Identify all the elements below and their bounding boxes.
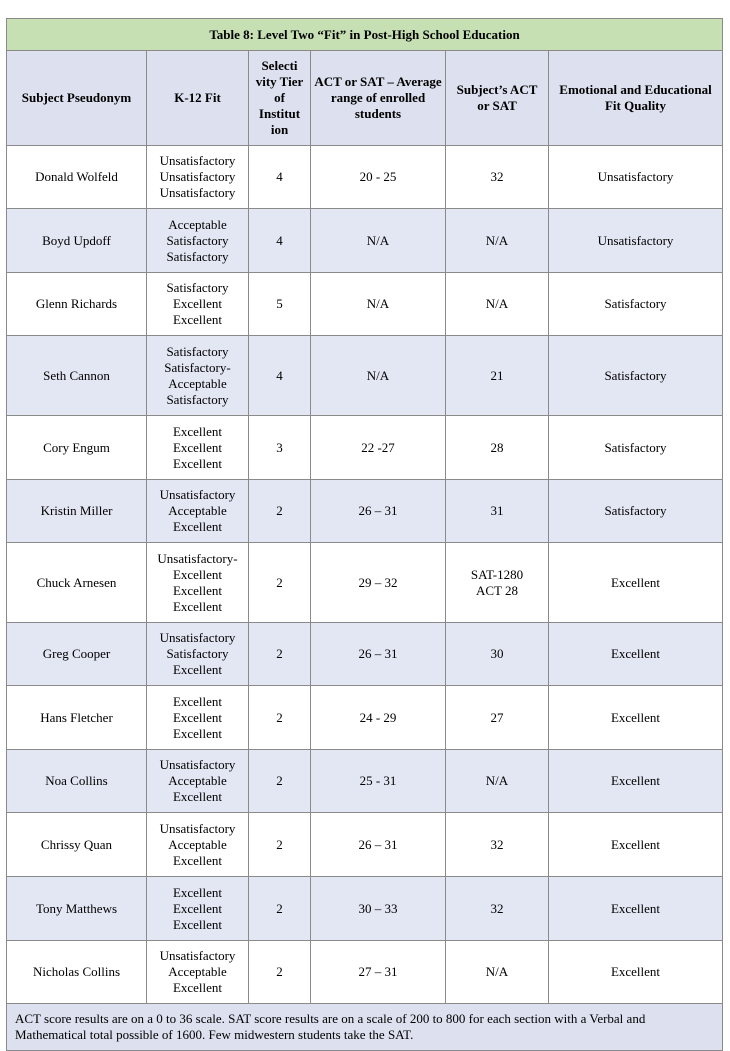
cell-range: 29 – 32 [311,543,446,623]
cell-k12-fit [147,750,249,813]
footnote: ACT score results are on a 0 to 36 scale. SAT score results are on a scale of 200 to 800 for each section with a Verbal and Mathematical total possible of 1600. Few midwestern students take the SAT. [7,1004,723,1051]
cell-range: 25 - 31 [311,750,446,813]
cell-range: 20 - 25 [311,146,446,209]
cell-subject: Chrissy Quan [7,813,147,877]
cell-tier: 3 [249,416,311,480]
cell-score [446,416,549,480]
cell-subject: Greg Cooper [7,623,147,686]
fit-line: Excellent [172,980,223,995]
cell-tier: 4 [249,146,311,209]
score-line: 27 [490,709,504,725]
fit-line: Acceptable [168,503,227,518]
cell-tier: 2 [249,543,311,623]
fit-line: Unsatisfactory [159,948,236,963]
fit-line: Satisfactory [166,343,229,359]
table-row [7,623,723,686]
cell-tier: 2 [249,750,311,813]
cell-subject: Noa Collins [7,750,147,813]
table-row [7,146,723,209]
cell-quality: Satisfactory [549,416,723,480]
table-title: Table 8: Level Two “Fit” in Post-High School Education [7,19,723,51]
cell-k12-fit [147,273,249,336]
cell-subject: Kristin Miller [7,480,147,543]
score-line: ACT 28 [475,582,518,598]
table-row [7,336,723,416]
cell-quality: Excellent [549,877,723,941]
header-tier: Selecti vity Tier of Institut ion [249,51,311,146]
fit-line: Excellent [172,312,223,327]
table-row [7,686,723,750]
cell-tier: 2 [249,813,311,877]
table-body [7,146,723,1004]
cell-subject: Chuck Arnesen [7,543,147,623]
fit-line: Unsatisfactory [159,153,236,168]
cell-range: N/A [311,336,446,416]
header-score: Subject’s ACT or SAT [446,51,549,146]
cell-range: 22 -27 [311,416,446,480]
score-line: 21 [490,367,504,383]
fit-line: Excellent [172,916,223,932]
fit-line: Excellent [172,725,223,741]
cell-tier: 5 [249,273,311,336]
fit-line: Acceptable [168,964,227,979]
cell-score [446,209,549,273]
fit-line: Excellent [172,455,223,471]
fit-line: Excellent [172,693,223,709]
cell-range: N/A [311,273,446,336]
fit-line: Unsatisfactory [159,630,236,645]
score-line: N/A [485,773,509,788]
cell-score [446,273,549,336]
table-row [7,273,723,336]
header-k12-fit: K-12 Fit [147,51,249,146]
fit-line: Satisfactory [166,248,229,264]
cell-quality: Satisfactory [549,273,723,336]
cell-subject: Tony Matthews [7,877,147,941]
fit-table [6,18,723,1051]
cell-score [446,146,549,209]
footnote-row [7,1004,723,1051]
cell-tier: 2 [249,686,311,750]
cell-quality: Excellent [549,543,723,623]
cell-k12-fit [147,146,249,209]
cell-quality: Excellent [549,813,723,877]
fit-line: Unsatisfactory [159,757,236,772]
header-subject: Subject Pseudonym [7,51,147,146]
cell-subject: Hans Fletcher [7,686,147,750]
cell-subject: Glenn Richards [7,273,147,336]
cell-tier: 2 [249,941,311,1004]
cell-subject: Cory Engum [7,416,147,480]
score-line: N/A [485,296,509,311]
cell-quality: Excellent [549,623,723,686]
cell-range: 27 – 31 [311,941,446,1004]
cell-range: 26 – 31 [311,813,446,877]
cell-tier: 2 [249,877,311,941]
score-line: 32 [490,900,504,916]
cell-subject: Boyd Updoff [7,209,147,273]
cell-tier: 4 [249,336,311,416]
table-row [7,543,723,623]
cell-score [446,941,549,1004]
fit-line: Excellent [172,884,223,900]
fit-line: Satisfactory [166,280,229,295]
fit-line: Excellent [172,423,223,439]
title-row [7,19,723,51]
fit-line: Excellent [172,582,223,598]
cell-quality: Unsatisfactory [549,209,723,273]
cell-tier: 2 [249,623,311,686]
fit-line: Unsatisfactory [159,820,236,836]
cell-tier: 4 [249,209,311,273]
fit-line: Excellent [172,519,223,534]
cell-k12-fit [147,623,249,686]
table-row [7,941,723,1004]
fit-line: Unsatisfactory [159,185,236,200]
cell-score [446,336,549,416]
fit-line: Excellent [172,566,223,582]
fit-line: Satisfactory [166,391,229,407]
cell-score [446,686,549,750]
score-line: 28 [490,439,504,455]
cell-score [446,750,549,813]
table-container [6,18,722,1051]
score-line: N/A [485,232,509,248]
cell-quality: Excellent [549,686,723,750]
cell-k12-fit [147,209,249,273]
fit-line: Satisfactory [166,232,229,248]
score-line: N/A [485,964,509,979]
cell-k12-fit [147,336,249,416]
cell-k12-fit [147,416,249,480]
fit-line: Satisfactory [166,646,229,661]
cell-quality: Satisfactory [549,336,723,416]
fit-line: Unsatisfactory [159,487,236,502]
cell-score [446,543,549,623]
cell-k12-fit [147,480,249,543]
score-line: 30 [490,646,504,661]
score-line: 32 [490,169,504,184]
fit-line: Excellent [172,900,223,916]
cell-score [446,480,549,543]
cell-k12-fit [147,877,249,941]
score-line: SAT-1280 [470,566,524,582]
cell-k12-fit [147,813,249,877]
fit-line: Acceptable [168,773,227,788]
cell-score [446,623,549,686]
cell-quality: Unsatisfactory [549,146,723,209]
fit-line: Excellent [172,852,223,868]
table-row [7,750,723,813]
cell-range: N/A [311,209,446,273]
table-row [7,813,723,877]
cell-range: 26 – 31 [311,480,446,543]
fit-line: Excellent [172,662,223,677]
table-row [7,416,723,480]
score-line: 31 [490,503,504,518]
cell-quality: Satisfactory [549,480,723,543]
fit-line: Excellent [172,709,223,725]
cell-k12-fit [147,686,249,750]
cell-subject: Donald Wolfeld [7,146,147,209]
cell-k12-fit [147,543,249,623]
cell-range: 24 - 29 [311,686,446,750]
fit-line: Satisfactory- [164,359,231,375]
cell-score [446,877,549,941]
cell-k12-fit [147,941,249,1004]
fit-line: Excellent [172,439,223,455]
fit-line: Acceptable [168,375,227,391]
fit-line: Acceptable [168,216,227,232]
table-row [7,877,723,941]
fit-line: Excellent [172,296,223,311]
cell-range: 30 – 33 [311,877,446,941]
cell-quality: Excellent [549,750,723,813]
score-line: 32 [490,836,504,852]
cell-range: 26 – 31 [311,623,446,686]
fit-line: Excellent [172,598,223,614]
table-row [7,209,723,273]
fit-line: Unsatisfactory- [157,550,238,566]
cell-subject: Seth Cannon [7,336,147,416]
cell-quality: Excellent [549,941,723,1004]
header-range: ACT or SAT – Average range of enrolled students [311,51,446,146]
fit-line: Unsatisfactory [159,169,236,184]
table-row [7,480,723,543]
fit-line: Excellent [172,789,223,804]
header-row [7,51,723,146]
cell-tier: 2 [249,480,311,543]
fit-line: Acceptable [168,836,227,852]
cell-subject: Nicholas Collins [7,941,147,1004]
cell-score [446,813,549,877]
header-quality: Emotional and Educational Fit Quality [549,51,723,146]
